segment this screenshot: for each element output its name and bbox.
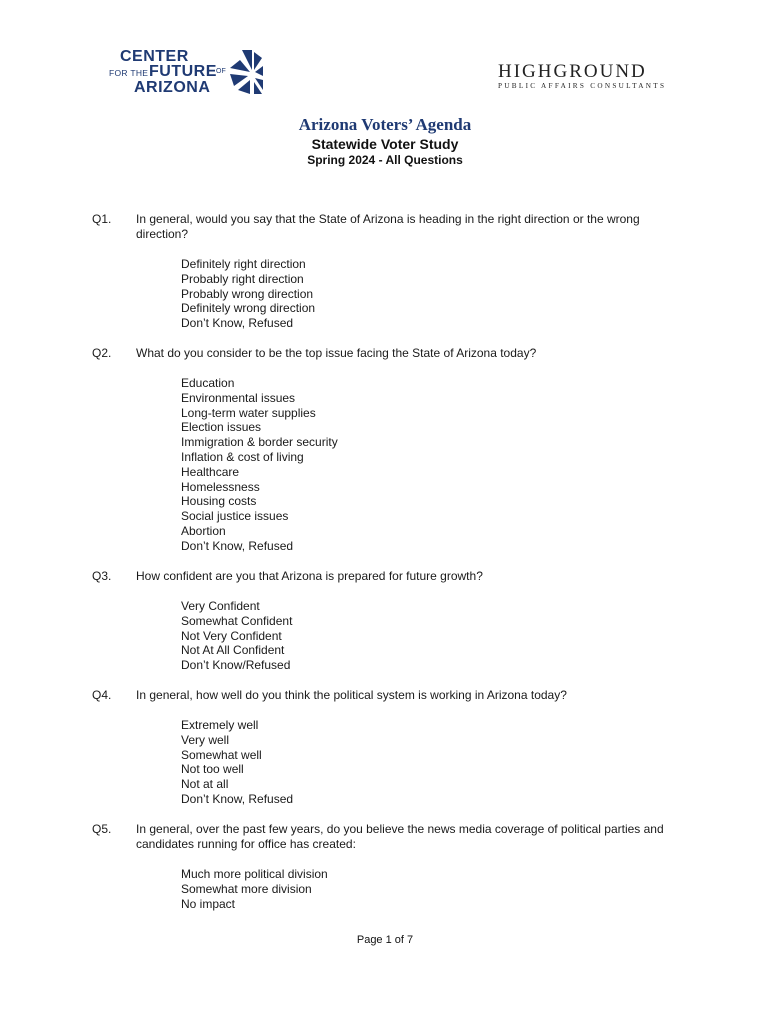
logo-line-1: CENTER — [120, 48, 189, 65]
answer-option: Housing costs — [181, 494, 257, 509]
question-text: In general, over the past few years, do you believe the news media coverage of political parties and candidates running for office has created: — [136, 822, 664, 851]
answer-option: Homelessness — [181, 479, 260, 494]
arizona-sunburst-icon — [228, 50, 264, 96]
answer-option: Somewhat Confident — [181, 613, 293, 628]
answer-option: Not Very Confident — [181, 628, 282, 643]
answer-option: Healthcare — [181, 464, 240, 479]
answer-option: Definitely wrong direction — [181, 301, 316, 316]
answer-option: Not At All Confident — [181, 643, 285, 658]
highground-tagline: PUBLIC AFFAIRS CONSULTANTS — [498, 82, 667, 90]
answer-option: Very well — [181, 732, 230, 747]
answer-options-q3 — [181, 599, 292, 673]
answer-option: Don’t Know/Refused — [181, 658, 291, 673]
answer-option: Inflation & cost of living — [181, 449, 304, 464]
question-text: What do you consider to be the top issue facing the State of Arizona today? — [136, 346, 537, 360]
question-number: Q5. — [92, 822, 112, 836]
answer-options-q2 — [181, 376, 338, 554]
answer-option: Very Confident — [181, 599, 260, 613]
logo-line-2-pre: FOR THE — [109, 68, 149, 78]
answer-option: Extremely well — [181, 718, 259, 732]
answer-option: Education — [181, 376, 235, 390]
answer-option: Not too well — [181, 762, 244, 777]
answer-option: Somewhat well — [181, 747, 262, 762]
answer-option: No impact — [181, 896, 236, 911]
document-subtitle: Statewide Voter Study — [311, 136, 459, 152]
logo-line-2-main: FUTURE — [149, 63, 217, 80]
answer-options-q5 — [181, 867, 328, 911]
answer-option: Immigration & border security — [181, 435, 338, 450]
answer-option: Probably right direction — [181, 271, 304, 286]
document-title: Arizona Voters’ Agenda — [298, 115, 472, 134]
answer-option: Much more political division — [181, 867, 328, 881]
answer-option: Don’t Know, Refused — [181, 316, 294, 331]
answer-options-q1 — [181, 257, 315, 331]
answer-option: Election issues — [181, 420, 262, 435]
question-text: In general, how well do you think the political system is working in Arizona today? — [136, 688, 567, 702]
answer-option: Don’t Know, Refused — [181, 791, 294, 806]
question-number: Q4. — [92, 688, 112, 702]
answer-option: Not at all — [181, 777, 229, 792]
logo-line-3: ARIZONA — [134, 79, 211, 96]
answer-option: Social justice issues — [181, 509, 289, 524]
question-number: Q2. — [92, 346, 112, 360]
question-number: Q3. — [92, 569, 112, 583]
answer-option: Long-term water supplies — [181, 405, 316, 420]
question-number: Q1. — [92, 212, 112, 226]
question-text: In general, would you say that the State of Arizona is heading in the right direction or the wrong direction? — [136, 212, 640, 241]
page-number: Page 1 of 7 — [356, 934, 414, 946]
answer-options-q4 — [181, 718, 293, 807]
answer-option: Somewhat more division — [181, 881, 312, 896]
answer-option: Definitely right direction — [181, 257, 306, 271]
answer-option: Probably wrong direction — [181, 286, 314, 301]
answer-option: Don’t Know, Refused — [181, 538, 294, 553]
question-text: How confident are you that Arizona is prepared for future growth? — [136, 569, 483, 583]
answer-option: Abortion — [181, 523, 226, 538]
highground-logo — [498, 62, 678, 91]
center-future-arizona-logo — [108, 48, 273, 98]
highground-wordmark: HIGHGROUND — [498, 61, 647, 82]
logo-line-2-post: OF — [216, 68, 226, 75]
document-subtitle-2: Spring 2024 - All Questions — [307, 153, 463, 167]
answer-option: Environmental issues — [181, 390, 296, 405]
